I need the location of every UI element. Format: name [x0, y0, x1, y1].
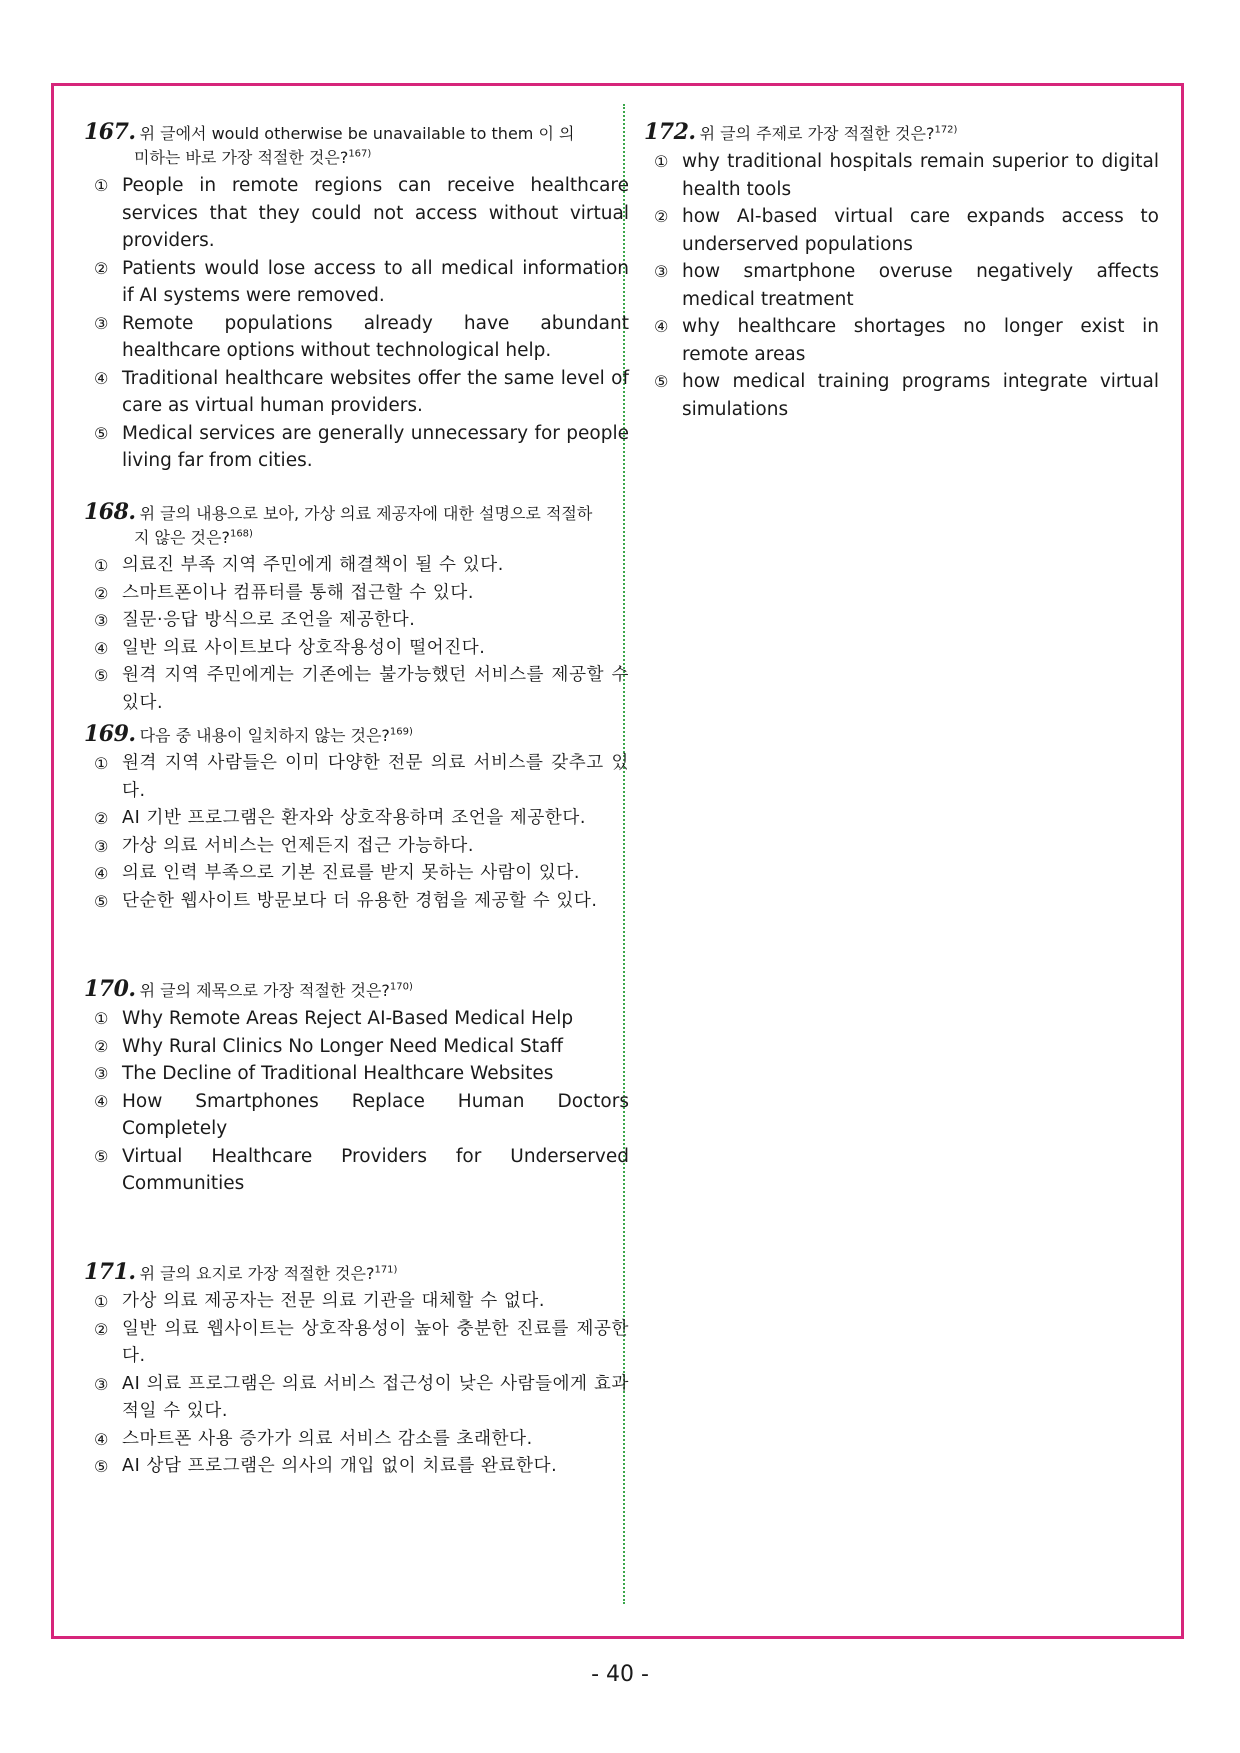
option-3[interactable]: ③ how smartphone overuse negatively affects medical treatment	[654, 261, 1159, 310]
question-170	[84, 977, 629, 1198]
option-5[interactable]: ⑤ Virtual Healthcare Providers for Underserved Communities	[94, 1145, 629, 1194]
question-stem: 169. 다음 중 내용이 일치하지 않는 것은?$^{169)}$	[84, 721, 413, 747]
question-number: 170.	[84, 976, 136, 1002]
option-2[interactable]: ② AI 기반 프로그램은 환자와 상호작용하며 조언을 제공한다.	[94, 808, 587, 828]
option-list	[84, 1288, 629, 1481]
question-number: 169.	[84, 721, 136, 747]
option-2[interactable]: ② 일반 의료 웹사이트는 상호작용성이 높아 충분한 진료를 제공한다.	[94, 1318, 629, 1366]
option-3[interactable]: ③ AI 의료 프로그램은 의료 서비스 접근성이 낮은 사람들에게 효과적일 수 있다.	[94, 1373, 629, 1421]
footnote-ref: 168)	[229, 528, 253, 540]
option-4[interactable]: ④ 스마트폰 사용 증가가 의료 서비스 감소를 초래한다.	[94, 1428, 533, 1449]
question-stem: 170. 위 글의 제목으로 가장 적절한 것은?$^{170)}$	[84, 976, 413, 1002]
option-4[interactable]: ④ How Smartphones Replace Human Doctors Completely	[94, 1090, 629, 1139]
question-169	[84, 722, 629, 915]
option-list	[84, 750, 629, 915]
option-2[interactable]: ② how AI-based virtual care expands access to underserved populations	[654, 206, 1159, 255]
question-number: 168.	[84, 499, 136, 525]
question-171	[84, 1260, 629, 1481]
option-1[interactable]: ① 가상 의료 제공자는 전문 의료 기관을 대체할 수 없다.	[94, 1291, 546, 1311]
page-number: - 40 -	[591, 1662, 649, 1687]
option-3[interactable]: ③ The Decline of Traditional Healthcare Websites	[94, 1063, 554, 1084]
footnote-ref: 170)	[389, 981, 413, 993]
question-number: 171.	[84, 1259, 136, 1285]
option-4[interactable]: ④ Traditional healthcare websites offer the same level of care as virtual human providers.	[94, 367, 629, 416]
option-5[interactable]: ⑤ 원격 지역 주민에게는 기존에는 불가능했던 서비스를 제공할 수 있다.	[94, 665, 629, 713]
option-3[interactable]: ③ 가상 의료 서비스는 언제든지 접근 가능하다.	[94, 835, 475, 856]
option-3[interactable]: ③ Remote populations already have abundant healthcare options without technological help.	[94, 312, 629, 361]
option-5[interactable]: ⑤ 단순한 웹사이트 방문보다 더 유용한 경험을 제공할 수 있다.	[94, 890, 598, 911]
option-5[interactable]: ⑤ how medical training programs integrate virtual simulations	[654, 371, 1159, 420]
option-list	[84, 1005, 629, 1198]
footnote-ref: 169)	[389, 726, 413, 738]
option-list	[644, 148, 1159, 423]
footnote-ref: 167)	[348, 148, 372, 160]
option-1[interactable]: ① 의료진 부족 지역 주민에게 해결책이 될 수 있다.	[94, 555, 504, 575]
option-4[interactable]: ④ 일반 의료 사이트보다 상호작용성이 떨어진다.	[94, 637, 486, 658]
page-frame	[51, 83, 1184, 1639]
footnote-ref: 172)	[934, 124, 958, 136]
footnote-ref: 171)	[374, 1264, 398, 1276]
question-172	[644, 120, 1159, 423]
option-3[interactable]: ③ 질문·응답 방식으로 조언을 제공한다.	[94, 610, 416, 630]
question-167	[84, 120, 629, 475]
question-stem: 171. 위 글의 요지로 가장 적절한 것은?$^{171)}$	[84, 1259, 398, 1285]
question-stem: 172. 위 글의 주제로 가장 적절한 것은?$^{172)}$	[644, 119, 958, 145]
option-4[interactable]: ④ why healthcare shortages no longer exist in remote areas	[654, 316, 1159, 365]
question-number: 172.	[644, 119, 696, 145]
option-2[interactable]: ② Why Rural Clinics No Longer Need Medical Staff	[94, 1035, 564, 1057]
option-5[interactable]: ⑤ Medical services are generally unnecessary for people living far from cities.	[94, 422, 629, 471]
option-1[interactable]: ① why traditional hospitals remain superior to digital health tools	[654, 151, 1159, 200]
option-2[interactable]: ② Patients would lose access to all medical information if AI systems were removed.	[94, 257, 629, 306]
option-1[interactable]: ① People in remote regions can receive healthcare services that they could not access without virtual providers.	[94, 175, 629, 251]
question-number: 167.	[84, 119, 136, 145]
option-1[interactable]: ① Why Remote Areas Reject AI-Based Medical Help	[94, 1008, 574, 1029]
option-list	[84, 552, 629, 717]
question-stem: 167. 위 글에서 would otherwise be unavailable to them 이 의 미하는 바로 가장 적절한 것은?$^{167)}$	[84, 119, 575, 167]
option-5[interactable]: ⑤ AI 상담 프로그램은 의사의 개입 없이 치료를 완료한다.	[94, 1456, 558, 1476]
question-168	[84, 500, 629, 717]
question-stem: 168. 위 글의 내용으로 보아, 가상 의료 제공자에 대한 설명으로 적절하 지 않은 것은?$^{168)}$	[84, 499, 593, 547]
option-1[interactable]: ① 원격 지역 사람들은 이미 다양한 전문 의료 서비스를 갖추고 있다.	[94, 753, 629, 801]
option-4[interactable]: ④ 의료 인력 부족으로 기본 진료를 받지 못하는 사람이 있다.	[94, 863, 581, 883]
option-2[interactable]: ② 스마트폰이나 컴퓨터를 통해 접근할 수 있다.	[94, 582, 475, 603]
option-list	[84, 172, 629, 475]
